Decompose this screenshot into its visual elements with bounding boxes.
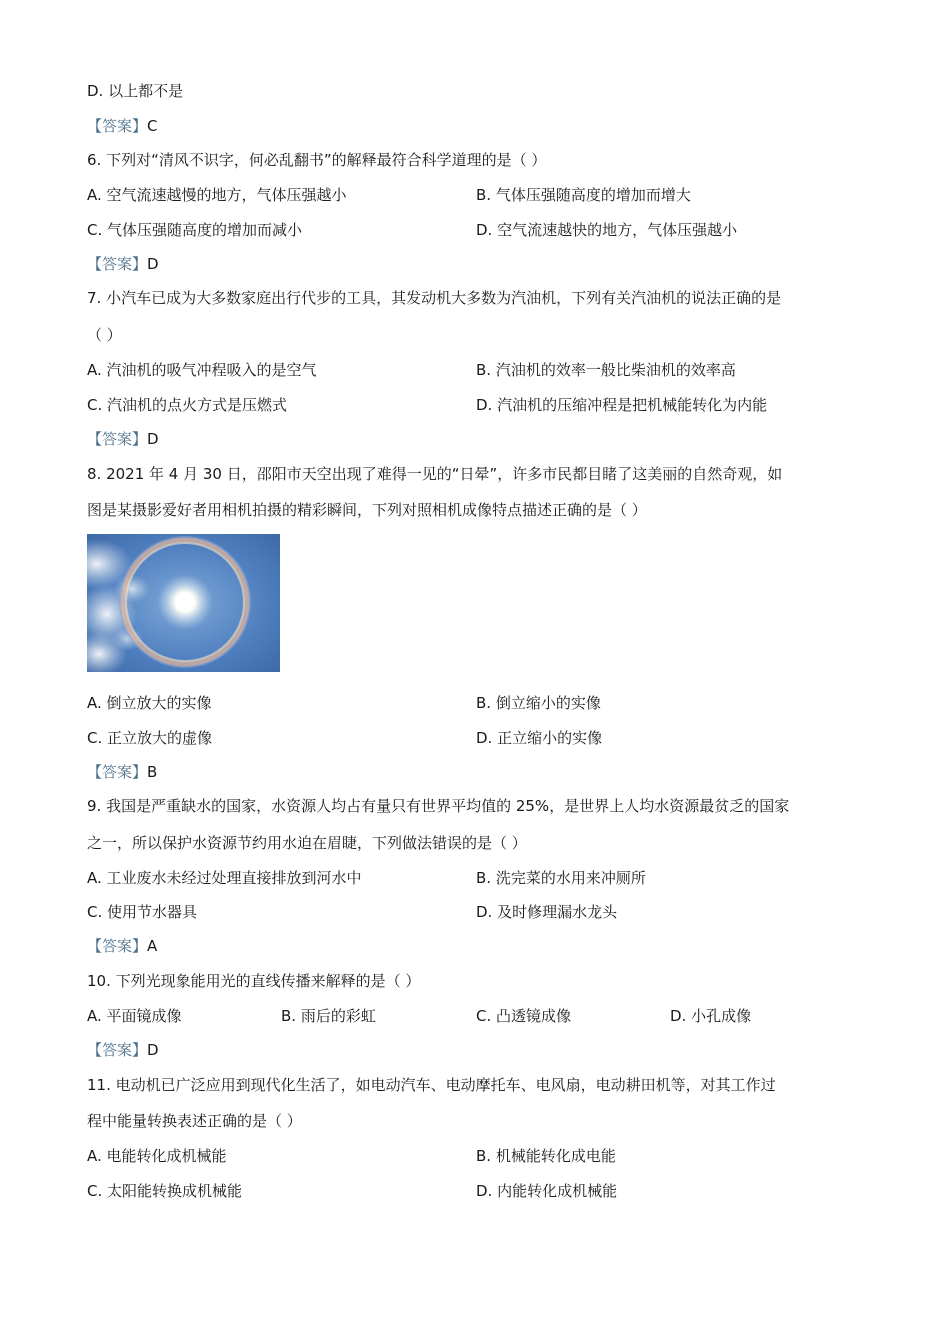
sun-halo-photo	[87, 534, 280, 672]
answer-line	[87, 254, 159, 274]
question-stem: 11. 电动机已广泛应用到现代化生活了，如电动汽车、电动摩托车、电风扇，电动耕田机等，对其工作过	[87, 1076, 776, 1094]
question-stem-cont: 图是某摄影爱好者用相机拍摄的精彩瞬间，下列对照相机成像特点描述正确的是（ ）	[87, 501, 647, 519]
answer-value: D	[147, 430, 159, 448]
answer-line	[87, 936, 157, 956]
option-a: A. 平面镜成像	[87, 1007, 182, 1025]
option-a: A. 空气流速越慢的地方，气体压强越小	[87, 186, 347, 204]
option-d: D. 汽油机的压缩冲程是把机械能转化为内能	[476, 396, 768, 414]
answer-value: B	[147, 763, 158, 781]
sun-halo-image	[87, 534, 280, 672]
answer-label: 【答案】	[87, 1041, 148, 1059]
answer-label: 【答案】	[87, 117, 148, 135]
question-stem: 8. 2021 年 4 月 30 日，邵阳市天空出现了难得一见的“日晕”，许多市民都目睹了这美丽的自然奇观，如	[87, 465, 783, 483]
answer-label: 【答案】	[87, 937, 148, 955]
option-c: C. 凸透镜成像	[476, 1007, 572, 1025]
answer-label: 【答案】	[87, 763, 148, 781]
answer-value: C	[147, 117, 158, 135]
question-stem-cont: 之一，所以保护水资源节约用水迫在眉睫，下列做法错误的是（ ）	[87, 834, 527, 852]
option-a: A. 倒立放大的实像	[87, 694, 212, 712]
answer-line	[87, 762, 157, 782]
option-b: B. 洗完菜的水用来冲厕所	[476, 869, 646, 887]
option-c: C. 太阳能转换成机械能	[87, 1182, 243, 1200]
option-d: D. 以上都不是	[87, 82, 184, 100]
option-c: C. 气体压强随高度的增加而减小	[87, 221, 303, 239]
answer-line	[87, 116, 158, 136]
option-b: B. 机械能转化成电能	[476, 1147, 616, 1165]
option-d: D. 空气流速越快的地方，气体压强越小	[476, 221, 738, 239]
option-b: B. 汽油机的效率一般比柴油机的效率高	[476, 361, 736, 379]
option-a: A. 电能转化成机械能	[87, 1147, 227, 1165]
question-stem-cont: （ ）	[87, 326, 122, 344]
answer-line	[87, 429, 159, 449]
answer-value: A	[147, 937, 158, 955]
question-stem: 10. 下列光现象能用光的直线传播来解释的是（ ）	[87, 972, 421, 990]
option-d: D. 内能转化成机械能	[476, 1182, 618, 1200]
option-d: D. 及时修理漏水龙头	[476, 903, 618, 921]
option-c: C. 使用节水器具	[87, 903, 198, 921]
answer-value: D	[147, 1041, 159, 1059]
option-b: B. 雨后的彩虹	[281, 1007, 376, 1025]
question-stem-cont: 程中能量转换表述正确的是（ ）	[87, 1112, 302, 1130]
option-c: C. 汽油机的点火方式是压燃式	[87, 396, 288, 414]
option-b: B. 气体压强随高度的增加而增大	[476, 186, 691, 204]
question-stem: 7. 小汽车已成为大多数家庭出行代步的工具，其发动机大多数为汽油机，下列有关汽油机的说法正确的是	[87, 289, 782, 307]
answer-label: 【答案】	[87, 255, 148, 273]
option-a: A. 汽油机的吸气冲程吸入的是空气	[87, 361, 317, 379]
option-c: C. 正立放大的虚像	[87, 729, 213, 747]
option-b: B. 倒立缩小的实像	[476, 694, 601, 712]
question-stem: 9. 我国是严重缺水的国家，水资源人均占有量只有世界平均值的 25%，是世界上人均水资源最贫乏的国家	[87, 797, 790, 815]
answer-label: 【答案】	[87, 430, 148, 448]
question-stem: 6. 下列对“清风不识字，何必乱翻书”的解释最符合科学道理的是（ ）	[87, 151, 547, 169]
option-d: D. 小孔成像	[670, 1007, 752, 1025]
option-a: A. 工业废水未经过处理直接排放到河水中	[87, 869, 362, 887]
answer-value: D	[147, 255, 159, 273]
answer-line	[87, 1040, 159, 1060]
option-d: D. 正立缩小的实像	[476, 729, 603, 747]
